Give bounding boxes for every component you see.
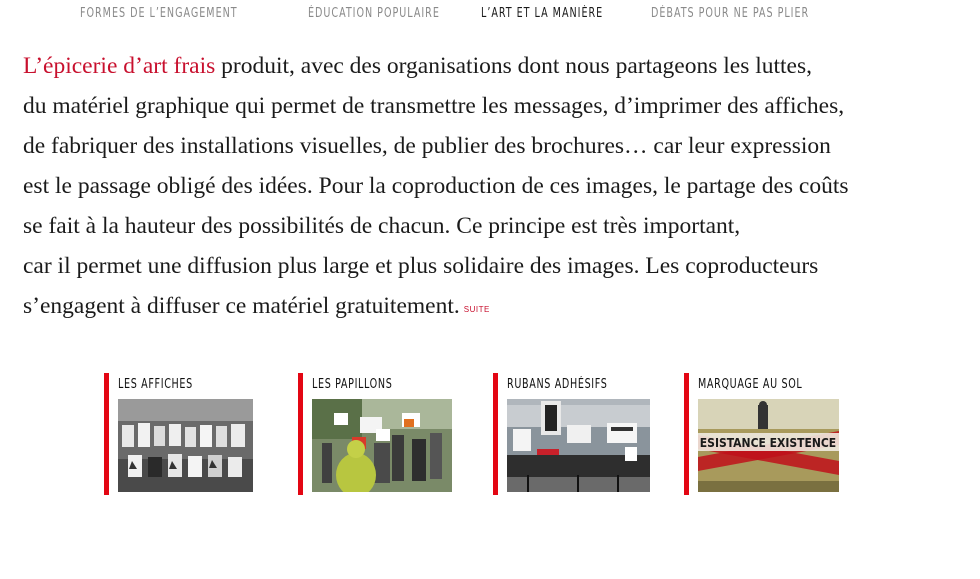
- category-cards: [104, 373, 864, 498]
- card-label[interactable]: MARQUAGE AU SOL: [698, 377, 803, 392]
- card-rubans-adhesifs[interactable]: [493, 373, 662, 495]
- nav-item-art-maniere[interactable]: L’ART ET LA MANIÈRE: [481, 6, 604, 21]
- read-more-link[interactable]: SUITE: [463, 305, 490, 314]
- card-papillons[interactable]: [298, 373, 462, 495]
- nav-item-formes-engagement[interactable]: FORMES DE L’ENGAGEMENT: [80, 6, 238, 21]
- card-image-marquage[interactable]: [698, 399, 839, 492]
- brand-name: L’épicerie d’art frais: [23, 53, 216, 79]
- card-image-rubans[interactable]: [507, 399, 650, 492]
- intro-text: s’engagent à diffuser ce matériel gratuitement.: [23, 293, 460, 319]
- intro-line: du matériel graphique qui permet de transmettre les messages, d’imprimer des affiches,: [23, 93, 845, 119]
- intro-line: est le passage obligé des idées. Pour la coproduction de ces images, le partage des coûts: [23, 173, 849, 199]
- intro-paragraph: [23, 46, 968, 330]
- intro-line: se fait à la hauteur des possibilités de chacun. Ce principe est très important,: [23, 213, 741, 239]
- nav-item-education-populaire[interactable]: ÉDUCATION POPULAIRE: [308, 6, 440, 21]
- card-label[interactable]: LES PAPILLONS: [312, 377, 393, 392]
- intro-line: car il permet une diffusion plus large et plus solidaire des images. Les coproducteurs: [23, 253, 819, 279]
- card-affiches[interactable]: [104, 373, 268, 495]
- intro-text: produit, avec des organisations dont nous partageons les luttes,: [215, 53, 812, 79]
- top-navigation: [80, 6, 869, 21]
- card-label[interactable]: RUBANS ADHÉSIFS: [507, 377, 608, 392]
- card-image-papillons[interactable]: [312, 399, 452, 492]
- card-label[interactable]: LES AFFICHES: [118, 377, 193, 392]
- intro-line: [23, 46, 968, 86]
- nav-item-debats[interactable]: DÉBATS POUR NE PAS PLIER: [651, 6, 810, 21]
- card-image-affiches[interactable]: [118, 399, 253, 492]
- photo-stencil-text: ESISTANCE EXISTENCE: [699, 436, 837, 450]
- card-marquage-au-sol[interactable]: [684, 373, 858, 495]
- intro-line: de fabriquer des installations visuelles, de publier des brochures… car leur expression: [23, 133, 831, 159]
- intro-line: [23, 286, 968, 330]
